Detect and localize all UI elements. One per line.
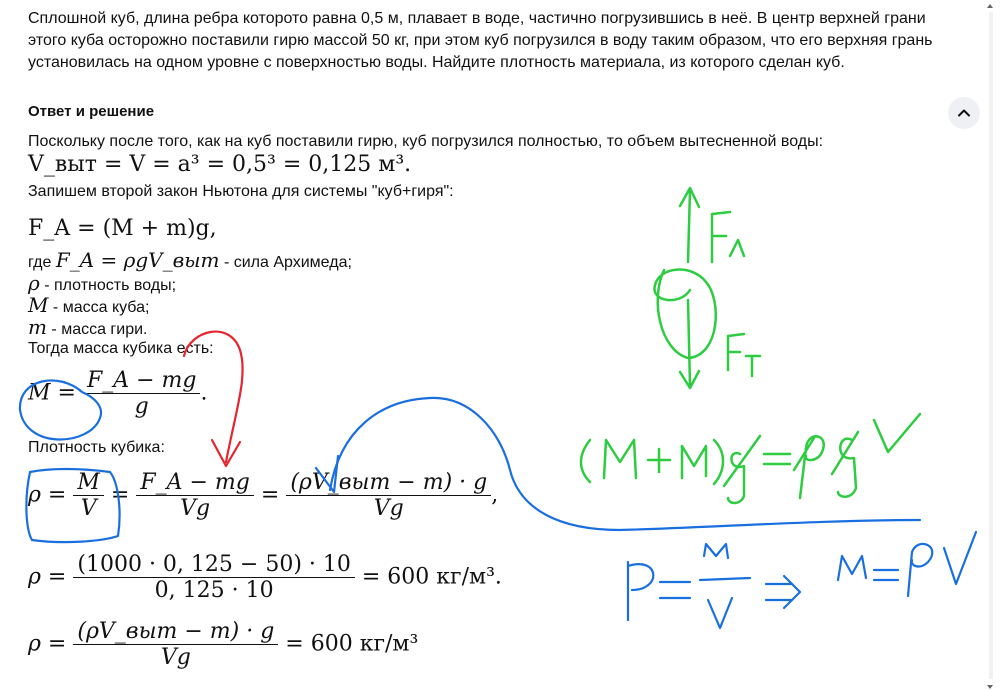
rho-definition: - плотность воды; — [39, 277, 177, 294]
density1-f2-den: Vg — [180, 496, 211, 521]
equation-density-numeric — [28, 552, 502, 603]
mass-numerator: F_A − mg — [83, 368, 201, 394]
solution-line-volume: Поскольку после того, как на куб поставили гирю, куб погрузился полностью, то объем вытесненной воды: — [28, 133, 824, 150]
problem-statement: Сплошной куб, длина ребра которото равна 0,5 м, плавает в воде, частично погрузившись в неё. В центр верхней грани этого куба осторожно поставили гирю массой 50 кг, при этом куб погрузился в воду таким образом, что его верхняя грань установилась на одном уровне с поверхностью воды. Найдите плотность материала, из которого сделан куб. — [28, 10, 933, 71]
density1-f3-den: Vg — [373, 496, 404, 521]
density3-lhs: ρ = — [28, 631, 67, 657]
scroll-up-arrow-icon[interactable] — [986, 2, 994, 10]
density1-f2-num: F_A − mg — [136, 470, 254, 496]
density1-end: , — [491, 482, 499, 508]
archimedes-label: - сила Архимеда; — [219, 254, 352, 271]
definition-archimedes — [28, 250, 352, 273]
equation-density-general: ρ = $\frac{M}{V}$ = $\frac{F\_A - mg}{Vg}$ = $\frac{\text{(ρV\_выт − m) · g}}{Vg}$ , — [28, 470, 499, 521]
scroll-down-arrow-icon[interactable] — [986, 683, 994, 691]
solution-line-density: Плотность кубика: — [28, 439, 165, 456]
chevron-up-icon — [956, 105, 972, 121]
density2-num: (1000 · 0, 125 − 50) · 10 — [73, 552, 355, 578]
green-equation — [581, 414, 920, 503]
equation-density-result — [28, 619, 418, 670]
density1-fraction-3 — [286, 470, 491, 521]
M-definition: - масса куба; — [48, 299, 150, 316]
density1-fraction-2 — [136, 470, 254, 521]
mass-end: . — [200, 380, 208, 406]
density2-den: 0, 125 · 10 — [154, 578, 274, 603]
long-curve — [430, 398, 920, 530]
mass-lhs: M = — [28, 380, 76, 406]
force-up-arrow-icon — [680, 188, 699, 262]
density1-f1-num: M — [73, 470, 104, 496]
definition-weight-mass — [28, 317, 147, 340]
cube-sketch — [654, 270, 715, 358]
mass-denominator: g — [134, 394, 149, 419]
mass-fraction — [83, 368, 201, 419]
density3-rhs: = 600 кг/м³ — [285, 631, 419, 657]
m-symbol: m — [28, 315, 47, 339]
solution-line-newton: Запишем второй закон Ньютона для системы "куб+гиря": — [28, 183, 454, 200]
density3-num: (ρV_выт − m) · g — [73, 619, 278, 645]
collapse-answer-button[interactable] — [948, 97, 980, 129]
density1-lhs: ρ = — [28, 482, 67, 508]
equation-mass — [28, 368, 207, 419]
equation-newton: F_A = (M + m)g, — [28, 216, 217, 241]
density2-rhs: = 600 кг/м³. — [361, 564, 502, 590]
archimedes-formula: F_A = ρgV_выт — [55, 248, 220, 272]
red-arrow-icon — [212, 440, 240, 466]
rho-symbol: ρ — [28, 271, 40, 295]
equation-volume: V_выт = V = a³ = 0,5³ = 0,125 м³. — [28, 152, 412, 177]
force-diagram — [654, 188, 760, 388]
solution-line-mass: Тогда масса кубика есть: — [28, 340, 214, 357]
density1-fraction-1 — [73, 470, 104, 521]
force-up-label: F — [716, 260, 717, 261]
scrollbar-track[interactable] — [989, 12, 993, 679]
where-prefix: где — [28, 254, 52, 271]
density3-fraction — [73, 619, 278, 670]
density1-f3-num: (ρV_выт − m) · g — [286, 470, 491, 496]
density2-fraction — [73, 552, 355, 603]
M-symbol: M — [28, 293, 49, 317]
density3-den: Vg — [160, 645, 191, 670]
density1-f1-den: V — [80, 496, 97, 521]
definition-rho — [28, 273, 176, 296]
answer-section-title: Ответ и решение — [28, 103, 155, 120]
m-definition: - масса гири. — [46, 321, 148, 338]
force-down-arrow-icon — [680, 300, 699, 388]
density2-lhs: ρ = — [28, 564, 67, 590]
